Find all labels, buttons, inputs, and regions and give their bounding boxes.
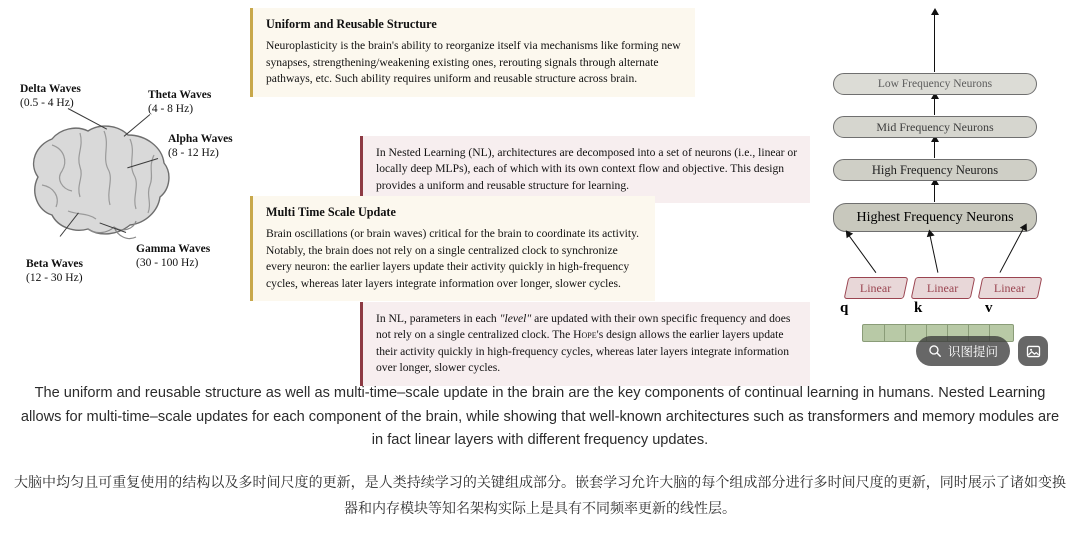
card-uniform-structure <box>250 8 695 97</box>
wave-name-beta: Beta Waves <box>26 258 83 270</box>
node-label-low: Low Frequency Neurons <box>877 78 993 90</box>
nl-levels-post: 's design allows the earlier layers update their activity quickly in high-frequency cycles, whereas later layers integrate information over longer, slower cycles. <box>376 328 790 375</box>
nl-levels-emphasis: "level" <box>499 312 532 325</box>
linear-label-k: Linear <box>927 280 959 295</box>
wave-range-theta: (4 - 8 Hz) <box>148 103 194 116</box>
brain-panel <box>8 10 248 310</box>
node-high-frequency-neurons <box>833 159 1037 181</box>
node-low-frequency-neurons <box>833 73 1037 95</box>
wave-name-theta: Theta Waves <box>148 89 212 101</box>
wave-label-alpha <box>168 132 233 161</box>
wave-name-alpha: Alpha Waves <box>168 133 233 145</box>
arrow-high-to-highest <box>934 184 935 202</box>
card-body-multi-time-scale-update: Brain oscillations (or brain waves) critical for the brain to coordinate its activity. Notably, the brain does not rely on a single centralized clock to synchronize every neuron: the earlier layers update their activity quickly in high-frequency cycles, whereas later layers integrate information over longer, slower cycles. <box>266 227 640 290</box>
nl-levels-smallcaps: Hope <box>573 328 597 342</box>
label-q: q <box>840 300 849 316</box>
floating-toolbar[interactable] <box>916 336 1048 366</box>
wave-label-gamma <box>136 242 210 271</box>
wave-label-beta <box>26 257 83 286</box>
wave-range-gamma: (30 - 100 Hz) <box>136 257 199 270</box>
wave-name-delta: Delta Waves <box>20 83 81 95</box>
node-label-high: High Frequency Neurons <box>871 162 999 177</box>
card-body-nested-learning-levels <box>376 311 798 377</box>
architecture-diagram <box>820 4 1070 374</box>
linear-block-q <box>844 277 909 299</box>
arrow-q-to-highest <box>846 232 876 273</box>
brain-illustration <box>18 115 178 245</box>
linear-label-v: Linear <box>994 280 1026 295</box>
linear-block-k <box>911 277 976 299</box>
wave-name-gamma: Gamma Waves <box>136 243 211 255</box>
card-title-multi-time-scale-update: Multi Time Scale Update <box>266 205 396 219</box>
label-k: k <box>914 300 923 316</box>
wave-label-delta <box>20 82 81 111</box>
image-edit-icon <box>1026 344 1041 359</box>
nl-levels-pre: In NL, parameters in each <box>376 312 500 325</box>
linear-block-v <box>978 277 1043 299</box>
card-nested-learning-structure <box>360 136 810 203</box>
magnifier-icon <box>928 344 942 358</box>
arrow-k-to-highest <box>929 231 939 272</box>
caption-chinese: 大脑中均匀且可重复使用的结构以及多时间尺度的更新，是人类持续学习的关键组成部分。嵌套学习允许大脑的每个组成部分进行多时间尺度的更新，同时展示了诸如变换器和内存模块等知名架构实际上是具有不同频率更新的线性层。 <box>14 474 1066 516</box>
wave-range-beta: (12 - 30 Hz) <box>26 272 83 285</box>
image-edit-button[interactable] <box>1018 336 1048 366</box>
node-highest-frequency-neurons <box>833 203 1037 232</box>
arrow-low-to-mid <box>934 98 935 115</box>
arrow-top-out <box>934 14 935 72</box>
nl-levels-mid: are updated with their own specific frequency and does not rely on a single centralized clock. The <box>376 312 791 342</box>
recognize-image-button[interactable] <box>916 336 1010 366</box>
recognize-image-label: 识图提问 <box>948 345 999 359</box>
wave-label-theta <box>148 88 211 117</box>
linear-label-q: Linear <box>860 280 892 295</box>
text-card-column <box>250 8 810 375</box>
card-body-uniform-structure: Neuroplasticity is the brain's ability to reorganize itself via mechanisms like forming new synapses, strengthening/weakening existing ones, rerouting signals through alternate pathways, etc. Such ability requires uniform and reusable structure across brain. <box>266 39 681 86</box>
node-mid-frequency-neurons <box>833 116 1037 138</box>
card-title-uniform-structure: Uniform and Reusable Structure <box>266 17 437 31</box>
card-body-nested-learning-structure: In Nested Learning (NL), architectures are decomposed into a set of neurons (i.e., linear or locally deep MLPs), each of which with its own context flow and objective. This design provides a uniform and reusable structure for learning. <box>376 146 798 192</box>
wave-range-alpha: (8 - 12 Hz) <box>168 147 219 160</box>
card-nested-learning-levels <box>360 302 810 386</box>
label-v: v <box>985 300 993 316</box>
wave-range-delta: (0.5 - 4 Hz) <box>20 97 74 110</box>
arrow-mid-to-high <box>934 141 935 158</box>
node-label-mid: Mid Frequency Neurons <box>876 119 994 134</box>
node-label-highest: Highest Frequency Neurons <box>856 209 1014 225</box>
card-multi-time-scale-update <box>250 196 655 301</box>
caption-english: The uniform and reusable structure as well as multi-time–scale update in the brain are the key components of continual learning in humans. Nested Learning allows for multi-time–scale updates for each component of the brain, while showing that well-known architectures such as transformers and memory modules are in fact linear layers with different frequency updates. <box>20 385 1060 449</box>
